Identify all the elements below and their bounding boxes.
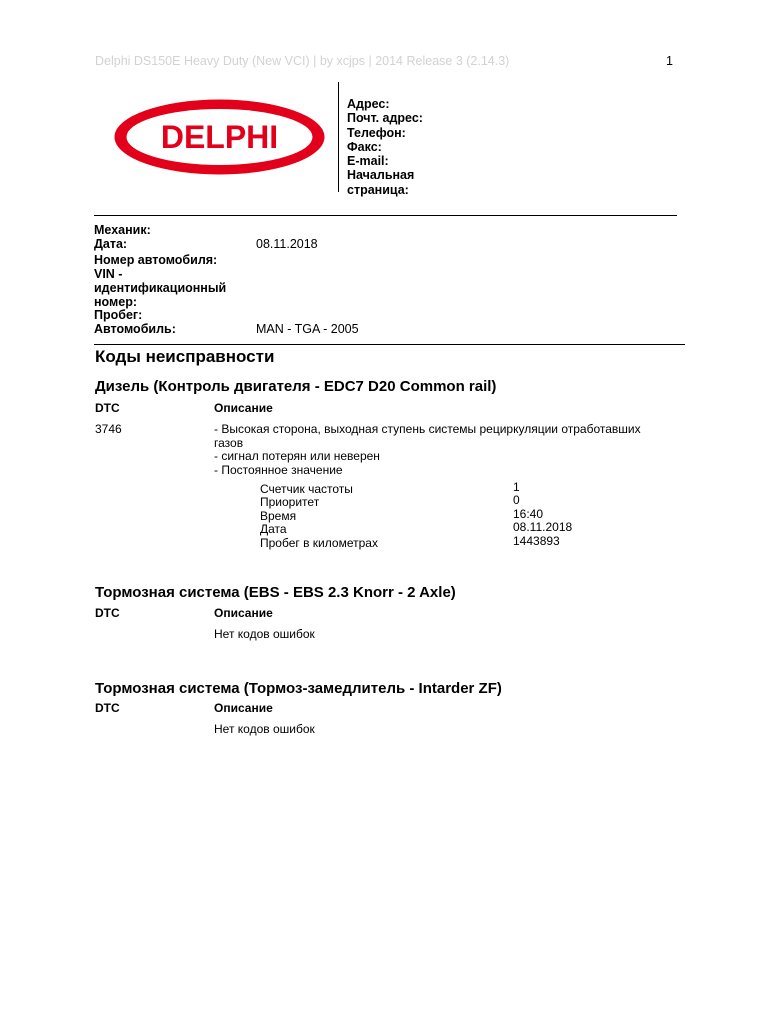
plate-label: Номер автомобиля: xyxy=(94,253,218,267)
delphi-logo xyxy=(113,98,326,176)
horizontal-divider xyxy=(94,215,677,216)
col-dtc-header: DTC xyxy=(95,701,120,715)
homepage-label-line1: Начальная xyxy=(347,168,415,183)
col-dtc-header: DTC xyxy=(95,606,120,620)
detail-value: 1443893 xyxy=(513,534,560,548)
description-line: газов xyxy=(214,435,244,450)
page-title: Коды неисправности xyxy=(95,347,275,366)
logo-text: DELPHI xyxy=(160,119,279,155)
fax-label: Факс: xyxy=(347,139,382,154)
vertical-divider xyxy=(338,82,339,192)
section-title-ebs: Тормозная система (EBS - EBS 2.3 Knorr - 2 Axle) xyxy=(95,584,456,601)
contact-block xyxy=(347,97,423,197)
horizontal-divider xyxy=(94,344,685,345)
col-description-header: Описание xyxy=(214,401,273,415)
detail-label: Время xyxy=(260,509,297,523)
phone-label: Телефон: xyxy=(347,125,406,140)
document-header: Delphi DS150E Heavy Duty (New VCI) | by xcjps | 2014 Release 3 (2.14.3) xyxy=(95,54,510,68)
mechanic-label: Механик: xyxy=(94,223,151,237)
homepage-label-line2: страница: xyxy=(347,182,409,197)
dtc-code: 3746 xyxy=(95,422,122,436)
col-description-header: Описание xyxy=(214,701,273,715)
vin-label-line1: VIN - xyxy=(94,267,123,281)
description-line: - Постоянное значение xyxy=(214,462,343,477)
address-label: Адрес: xyxy=(347,97,390,111)
vin-label-line2: идентификационный xyxy=(94,281,227,295)
description-line: - Высокая сторона, выходная ступень системы рециркуляции отработавших xyxy=(214,422,641,436)
section-title-diesel: Дизель (Контроль двигателя - EDC7 D20 Common rail) xyxy=(95,378,497,395)
detail-value: 08.11.2018 xyxy=(513,520,573,534)
mileage-label: Пробег: xyxy=(94,308,143,322)
dtc-description xyxy=(214,423,684,477)
detail-value: 1 xyxy=(513,480,520,494)
detail-label: Приоритет xyxy=(260,495,320,509)
detail-label: Пробег в километрах xyxy=(260,536,378,550)
detail-value: 0 xyxy=(513,493,520,507)
description-line: - сигнал потерян или неверен xyxy=(214,449,380,463)
section-title-intarder: Тормозная система (Тормоз-замедлитель - Intarder ZF) xyxy=(95,680,502,697)
page-number: 1 xyxy=(666,54,673,68)
no-codes-message: Нет кодов ошибок xyxy=(214,627,315,641)
date-value: 08.11.2018 xyxy=(256,237,318,251)
date-label: Дата: xyxy=(94,237,128,251)
detail-value: 16:40 xyxy=(513,507,544,521)
postal-label: Почт. адрес: xyxy=(347,111,423,126)
detail-label: Дата xyxy=(260,522,287,536)
vehicle-label: Автомобиль: xyxy=(94,322,176,336)
no-codes-message: Нет кодов ошибок xyxy=(214,722,315,736)
vehicle-value: MAN - TGA - 2005 xyxy=(256,322,359,336)
vin-label-line3: номер: xyxy=(94,295,138,309)
col-description-header: Описание xyxy=(214,606,273,620)
detail-label: Счетчик частоты xyxy=(260,482,353,496)
col-dtc-header: DTC xyxy=(95,401,120,415)
email-label: E-mail: xyxy=(347,154,389,169)
